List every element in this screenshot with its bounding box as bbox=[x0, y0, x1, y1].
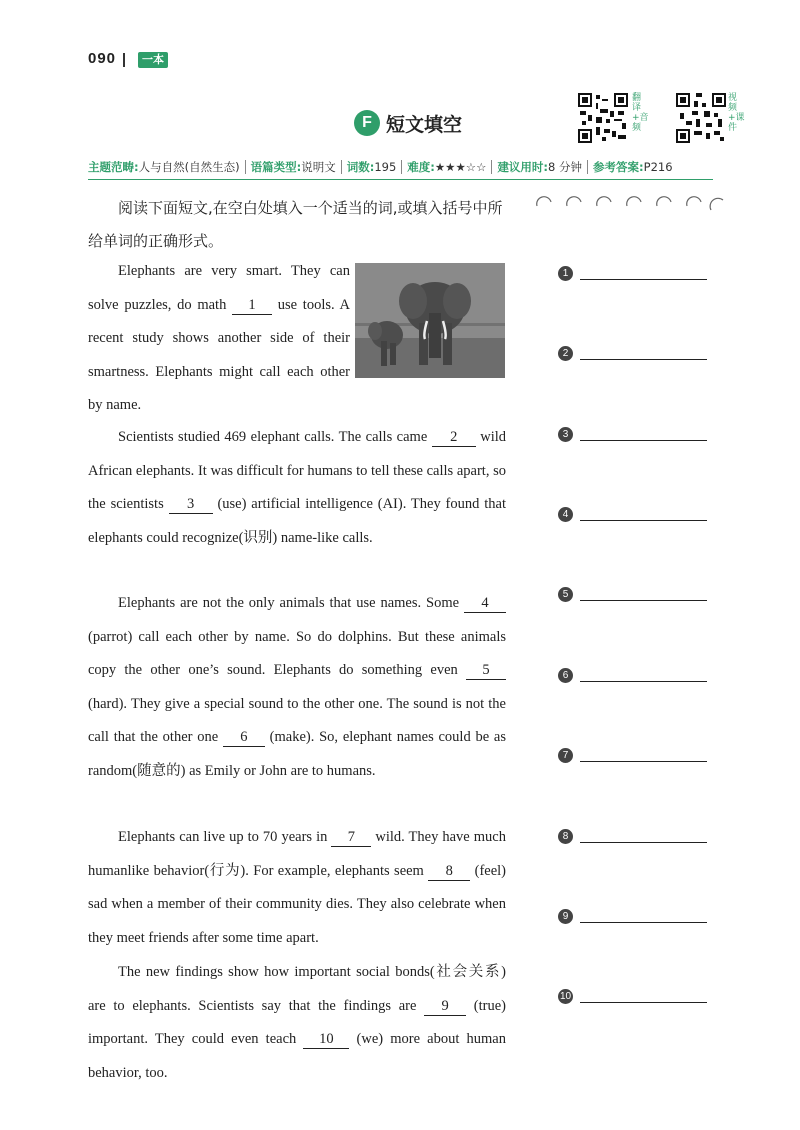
answer-number-badge: 2 bbox=[558, 346, 573, 361]
answer-line[interactable] bbox=[580, 600, 707, 601]
answer-row-2[interactable] bbox=[558, 346, 708, 366]
answer-line[interactable] bbox=[580, 520, 707, 521]
qr-code-translation[interactable] bbox=[578, 93, 628, 148]
answer-row-7[interactable] bbox=[558, 748, 708, 768]
blank-3[interactable]: 3 bbox=[169, 495, 213, 514]
answer-row-1[interactable] bbox=[558, 266, 708, 286]
answer-row-6[interactable] bbox=[558, 668, 708, 688]
answer-number-badge: 8 bbox=[558, 829, 573, 844]
answer-number-badge: 4 bbox=[558, 507, 573, 522]
words-key: 词数: bbox=[346, 160, 375, 174]
answer-line[interactable] bbox=[580, 440, 707, 441]
elephant-photo bbox=[355, 263, 505, 378]
meta-divider bbox=[245, 160, 246, 174]
blank-5[interactable]: 5 bbox=[466, 661, 506, 680]
time-value: 8 分钟 bbox=[548, 160, 583, 174]
blank-2[interactable]: 2 bbox=[432, 428, 476, 447]
page-number: 090 bbox=[88, 50, 117, 67]
section-title-text: 短文填空 bbox=[386, 113, 463, 136]
answer-value: P216 bbox=[643, 160, 673, 174]
answer-number-badge: 10 bbox=[559, 991, 572, 1002]
answer-row-3[interactable] bbox=[558, 427, 708, 447]
qr-code-icon bbox=[676, 93, 726, 143]
answer-line[interactable] bbox=[580, 842, 707, 843]
answer-line[interactable] bbox=[580, 279, 707, 280]
answer-row-5[interactable] bbox=[558, 587, 708, 607]
theme-key: 主题范畴: bbox=[88, 160, 139, 174]
theme-value: 人与自然(自然生态) bbox=[138, 160, 240, 174]
answer-line[interactable] bbox=[580, 761, 707, 762]
answer-line[interactable] bbox=[580, 1002, 707, 1003]
qr-label-translation: 翻译+音频 bbox=[632, 93, 649, 133]
genre-value: 说明文 bbox=[301, 160, 336, 174]
answer-number-badge: 6 bbox=[558, 668, 573, 683]
blank-9[interactable]: 9 bbox=[424, 997, 466, 1016]
words-value: 195 bbox=[374, 160, 397, 174]
difficulty-key: 难度: bbox=[407, 160, 435, 174]
answer-key: 参考答案: bbox=[593, 160, 644, 174]
blank-4[interactable]: 4 bbox=[464, 594, 506, 613]
section-letter-badge: F bbox=[354, 110, 380, 136]
passage-paragraph-2: Scientists studied 469 elephant calls. The calls came 2 wild African elephants. It was difficult for humans to tell these calls apart, so the scientists 3 (use) artificial intelligence (AI). They found that elephants could recognize(识别) name-like calls. bbox=[88, 429, 506, 546]
answer-row-8[interactable] bbox=[558, 829, 708, 849]
qr-label-video: 视频+课件 bbox=[728, 93, 745, 133]
blank-1[interactable]: 1 bbox=[232, 296, 272, 315]
passage-paragraph-4: Elephants can live up to 70 years in 7 wild. They have much humanlike behavior(行为). For example, elephants seem 8 (feel) sad when a member of their community dies. They also celebrate when they meet friends after some time apart. bbox=[88, 829, 507, 946]
meta-divider bbox=[491, 160, 492, 174]
answer-line[interactable] bbox=[580, 922, 707, 923]
blank-7[interactable]: 7 bbox=[331, 828, 371, 847]
notebook-rings-decoration bbox=[535, 192, 725, 212]
page-number-divider bbox=[123, 53, 125, 67]
answer-number-badge: 3 bbox=[558, 427, 573, 442]
meta-underline bbox=[88, 179, 713, 180]
answer-number-badge: 7 bbox=[558, 748, 573, 763]
meta-divider bbox=[341, 160, 342, 174]
answer-number-badge: 5 bbox=[558, 587, 573, 602]
section-title bbox=[354, 108, 462, 138]
difficulty-value: ★★★☆☆ bbox=[434, 160, 487, 174]
qr-code-icon bbox=[578, 93, 628, 143]
passage-paragraph-5: The new findings show how important social bonds(社会关系) are to elephants. Scientists say that the findings are 9 (true) important. They could even teach 10 (we) more about human behavior, too. bbox=[88, 964, 506, 1081]
answer-number-badge: 9 bbox=[558, 909, 573, 924]
meta-divider bbox=[587, 160, 588, 174]
exercise-meta-bar bbox=[88, 156, 713, 178]
instruction-text: 阅读下面短文,在空白处填入一个适当的词,或填入括号中所给单词的正确形式。 bbox=[88, 199, 503, 250]
genre-key: 语篇类型: bbox=[250, 160, 302, 174]
blank-6[interactable]: 6 bbox=[223, 728, 265, 747]
answer-row-10[interactable] bbox=[558, 989, 708, 1009]
brand-logo: 一本 bbox=[138, 52, 168, 68]
meta-divider bbox=[401, 160, 402, 174]
answer-line[interactable] bbox=[580, 681, 707, 682]
blank-8[interactable]: 8 bbox=[428, 862, 470, 881]
qr-code-video[interactable] bbox=[676, 93, 726, 148]
answer-row-4[interactable] bbox=[558, 507, 708, 527]
blank-10[interactable]: 10 bbox=[303, 1030, 349, 1049]
answer-number-badge: 1 bbox=[558, 266, 573, 281]
answer-row-9[interactable] bbox=[558, 909, 708, 929]
time-key: 建议用时: bbox=[497, 160, 549, 174]
passage-paragraph-3: Elephants are not the only animals that use names. Some 4 (parrot) call each other by name. So do dolphins. But these animals copy the other one’s sound. Elephants do something even 5 (hard). They give a special sound to the other one. The sound is not the call that the other one 6 (make). So, elephant names could be as random(随意的) as Emily or John are to humans. bbox=[88, 595, 506, 779]
passage-paragraph-1: Elephants are very smart. They can solve puzzles, do math 1 use tools. A recent study shows another side of their smartness. Elephants might call each other by name. bbox=[88, 263, 350, 413]
answer-line[interactable] bbox=[580, 359, 707, 360]
